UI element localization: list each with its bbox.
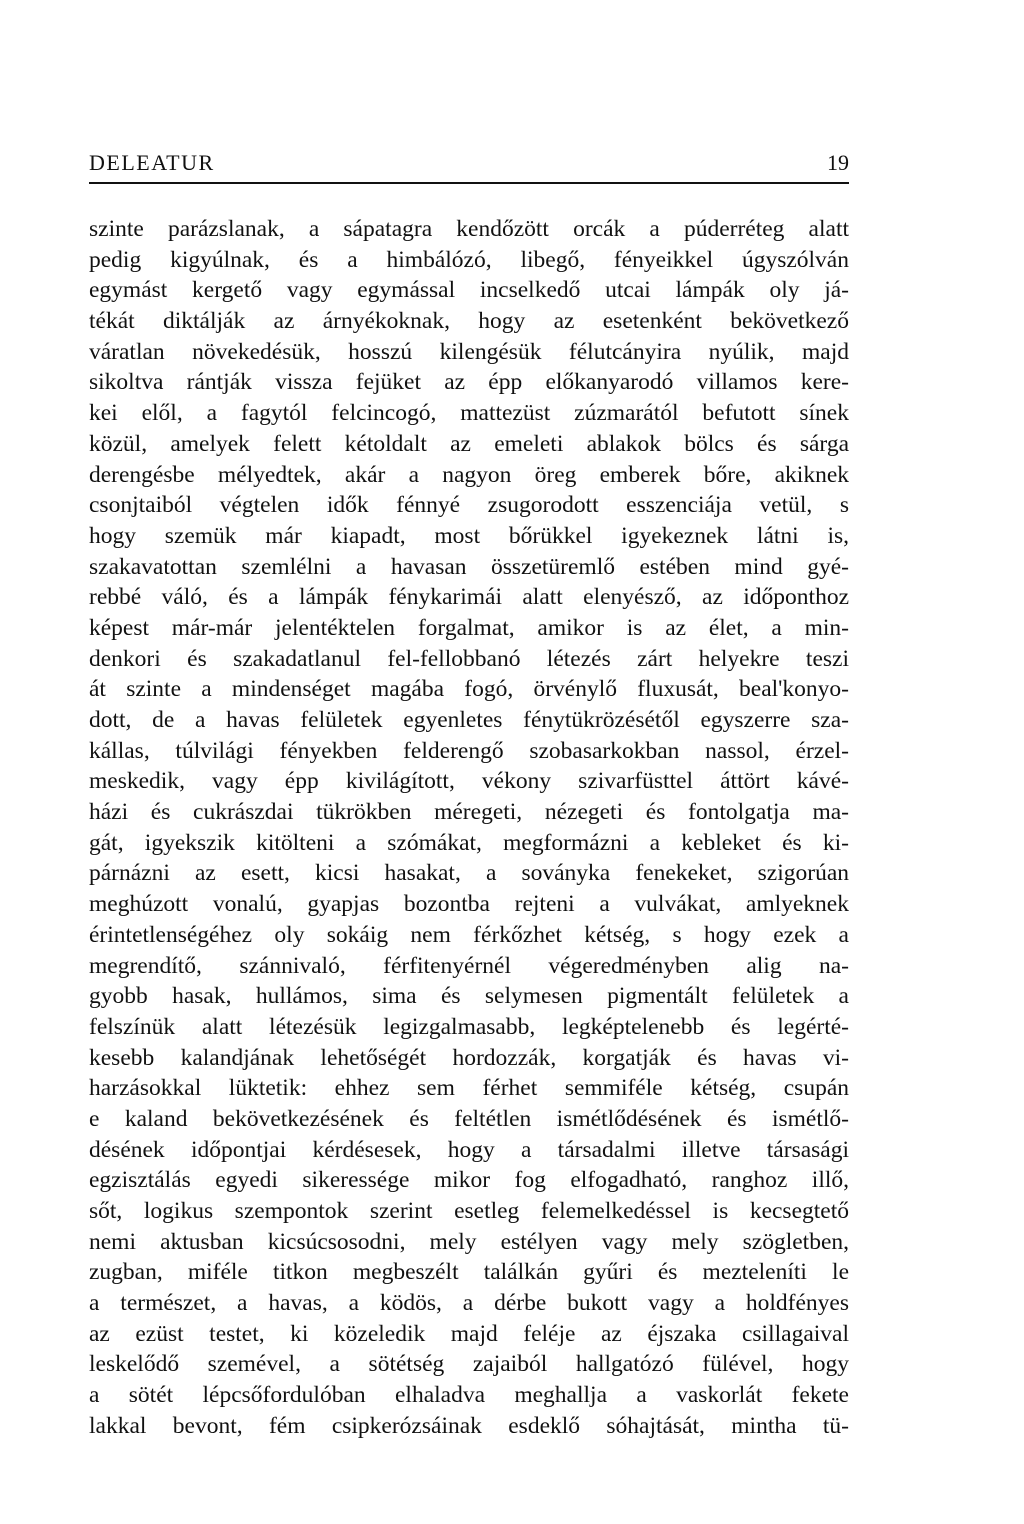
text-line: kesebb kalandjának lehetőségét hordozzák, korgatják és havas vi- xyxy=(89,1044,849,1071)
text-line: kállas, túlvilági fényekben felderengő szobasarkokban nassol, érzel- xyxy=(89,737,849,764)
text-line: egzisztálás egyedi sikeressége mikor fog elfogadható, ranghoz illő, xyxy=(89,1167,849,1194)
text-line: megrendítő, szánnivaló, férfitenyérnél végeredményben alig na- xyxy=(89,952,849,979)
text-line: a természet, a havas, a ködös, a dérbe bukott vagy a holdfényes xyxy=(89,1290,849,1317)
text-line: felszínük alatt létezésük legizgalmasabb, legképtelenebb és legérté- xyxy=(89,1013,849,1040)
text-line: kei elől, a fagytól felcincogó, mattezüst zúzmarától befutott sínek xyxy=(89,400,849,427)
text-line: csonjtaiból végtelen idők fénnyé zsugorodott esszenciája vetül, s xyxy=(89,492,849,519)
running-head xyxy=(89,150,849,180)
book-page xyxy=(89,150,849,1439)
text-line: désének időpontjai kérdésesek, hogy a társadalmi illetve társasági xyxy=(89,1136,849,1163)
text-line: pedig kigyúlnak, és a himbálózó, libegő, fényeikkel úgyszólván xyxy=(89,246,849,273)
text-line: házi és cukrászdai tükrökben méregeti, nézegeti és fontolgatja ma- xyxy=(89,799,849,826)
text-line: lakkal bevont, fém csipkerózsáinak esdeklő sóhajtását, mintha tü- xyxy=(89,1412,849,1439)
text-line: az ezüst testet, ki közeledik majd feléje az éjszaka csillagaival xyxy=(89,1320,849,1347)
text-line: egymást kergető vagy egymással incselkedő utcai lámpák oly já- xyxy=(89,277,849,304)
text-line: közül, amelyek felett kétoldalt az emeleti ablakok bölcs és sárga xyxy=(89,430,849,457)
text-line: rebbé váló, és a lámpák fénykarimái alatt elenyésző, az időponthoz xyxy=(89,584,849,611)
text-line: tékát diktálják az árnyékoknak, hogy az esetenként bekövetkező xyxy=(89,308,849,335)
text-line: zugban, miféle titkon megbeszélt találkán gyűri és mezteleníti le xyxy=(89,1259,849,1286)
text-line: dott, de a havas felületek egyenletes fénytükrözésétől egyszerre sza- xyxy=(89,707,849,733)
text-line: sikoltva rántják vissza fejüket az épp előkanyarodó villamos kere- xyxy=(89,369,849,396)
text-line: érintetlenségéhez oly sokáig nem férkőzhet kétség, s hogy ezek a xyxy=(89,921,849,948)
text-line: képest már-már jelentéktelen forgalmat, amikor is az élet, a min- xyxy=(89,614,849,641)
text-line: szinte parázslanak, a sápatagra kendőzött orcák a púderréteg alatt xyxy=(89,216,849,242)
text-line: át szinte a mindenséget magába fogó, örvénylő fluxusát, beal'konyo- xyxy=(89,676,849,703)
text-line: meskedik, vagy épp kivilágított, vékony szivarfüsttel áttört kávé- xyxy=(89,768,849,795)
body-text xyxy=(89,214,849,1442)
text-line: hogy szemük már kiapadt, most bőrükkel igyekeznek látni is, xyxy=(89,522,849,549)
text-line: leskelődő szemével, a sötétség zajaiból hallgatózó fülével, hogy xyxy=(89,1351,849,1378)
running-title: DELEATUR xyxy=(89,150,215,175)
text-line: gát, igyekszik kitölteni a szómákat, megformázni a kebleket és ki- xyxy=(89,829,849,856)
text-line: e kaland bekövetkezésének és feltétlen ismétlődésének és ismétlő- xyxy=(89,1105,849,1132)
text-line: szakavatottan szemlélni a havasan összetüremlő estében mind gyé- xyxy=(89,553,849,580)
text-line: denkori és szakadatlanul fel-fellobbanó létezés zárt helyekre teszi xyxy=(89,645,849,672)
page-number: 19 xyxy=(827,150,849,175)
text-line: derengésbe mélyedtek, akár a nagyon öreg emberek bőre, akiknek xyxy=(89,461,849,488)
text-line: váratlan növekedésük, hosszú kilengésük félutcányira nyúlik, majd xyxy=(89,338,849,365)
text-line: párnázni az esett, kicsi hasakat, a soványka fenekeket, szigorúan xyxy=(89,860,849,887)
text-line: nemi aktusban kicsúcsosodni, mely estélyen vagy mely szögletben, xyxy=(89,1228,849,1255)
text-line: a sötét lépcsőfordulóban elhaladva meghallja a vaskorlát fekete xyxy=(89,1382,849,1409)
text-line: gyobb hasak, hullámos, sima és selymesen pigmentált felületek a xyxy=(89,983,849,1010)
text-line: sőt, logikus szempontok szerint esetleg felemelkedéssel is kecsegtető xyxy=(89,1198,849,1224)
header-rule xyxy=(89,182,849,184)
text-line: harzásokkal lüktetik: ehhez sem férhet semmiféle kétség, csupán xyxy=(89,1075,849,1102)
text-line: meghúzott vonalú, gyapjas bozontba rejteni a vulvákat, amlyeknek xyxy=(89,891,849,918)
